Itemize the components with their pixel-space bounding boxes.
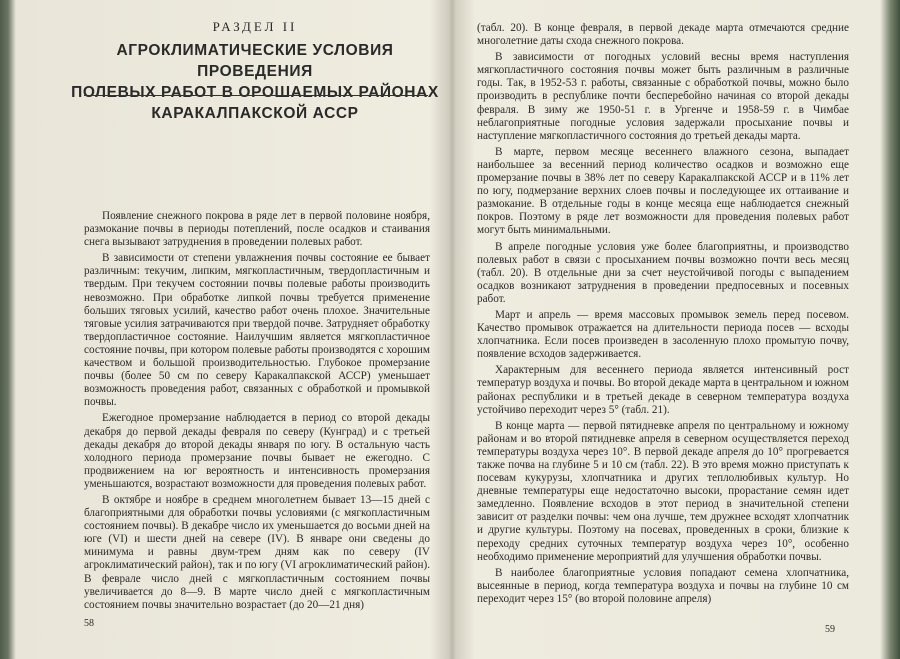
section-label: РАЗДЕЛ II bbox=[212, 19, 298, 34]
paragraph: В зависимости от степени увлажнения почвы состояние ее бывает различным: текучим, липким, мягкопластичным, твердопластичным и твердым. При текучем состоянии почвы полевые работы производить невозможно. При обработке липкой почвы требуется применение больших тяговых усилий, качество работ очень плохое. Значительные тяговые усилия затрачиваются при твердой почве. Затрудняет обработку твердопластичное состояние. Наилучшим является мягкопластичное состояние почвы, при котором полевые работы производятся с хорошим качеством и большой производительностью. Глубокое промерзание почвы (более 50 см по северу Каракалпакской АССР) уменьшает возможность проведения работ, связанных с обработкой и промывкой почвы. bbox=[84, 252, 431, 409]
paragraph: Характерным для весеннего периода является интенсивный рост температур воздуха и почвы. Во второй декаде марта в центральном и южном районах республики и в третьей декаде в северном температура воздуха устойчиво переходит через 5° (табл. 21). bbox=[477, 364, 849, 416]
right-body-text bbox=[477, 22, 849, 609]
paragraph: Март и апрель — время массовых промывок земель перед посевом. Качество промывок отражается на длительности периода посев — всходы хлопчатника. Если посев произведен в засоленную плохо промытую почву, появление всходов задерживается. bbox=[477, 308, 849, 361]
page-number: 58 bbox=[84, 618, 94, 629]
chapter-title-line: ПОЛЕВЫХ РАБОТ В ОРОШАЕМЫХ РАЙОНАХ bbox=[71, 84, 439, 101]
page-number: 59 bbox=[825, 624, 835, 635]
paragraph: В конце марта — первой пятидневке апреля по центральному и южному районам и во второй пятидневке апреля в северном осуществляется переход температуры воздуха через 10°. В первой декаде апреля до 10° прогревается также почва на глубине 5 и 10 см (табл. 22). В это время можно приступать к посевам кукурузы, хлопчатника и других теплолюбивых культур. Но дневные температуры еще недостаточно высоки, прорастание семян идет замедленно. Появление всходов в этот период в значительной степени зависит от разделки почвы: чем она лучше, тем дружнее всходят хлопчатник и другие культуры. Поэтому на посевах, проведенных в сроки, близкие к переходу средних суточных температур воздуха через 10°, особенно необходимо применение мероприятий для улучшения обработки почвы. bbox=[477, 419, 849, 563]
paragraph: Появление снежного покрова в ряде лет в первой половине ноября, размокание почвы в периоды потеплений, после осадков и стаивания снега вызывают затруднения в проведении полевых работ. bbox=[84, 210, 430, 249]
title-rule bbox=[84, 95, 428, 96]
paragraph: В октябре и ноябре в среднем многолетнем бывает 13—15 дней с благоприятными для обработки почвы условиями (с мягкопластичным состоянием почвы). В декабре число их уменьшается до восьми дней на юге (VI) и шести дней на севере (IV). В январе они сведены до минимума и равны двум-трем дням как по северу (IV агроклиматический район), так и по югу (VI агроклиматический район). В феврале число дней с мягкопластичным состоянием почвы увеличивается до 8—9. В марте число дней с мягкопластичным состоянием почвы значительно возрастает (до 20—21 дня) bbox=[84, 493, 430, 611]
paragraph: В апреле погодные условия уже более благоприятны, и производство полевых работ в связи с просыханием почвы возможно почти весь месяц (табл. 20). В отдельные дни за счет неустойчивой погоды с выпадением осадков возникают затруднения в проведении предпосевных и посевных работ. bbox=[477, 240, 849, 305]
paragraph: В наиболее благоприятные условия попадают семена хлопчатника, высеянные в период, когда температура воздуха и почвы на глубине 10 см переходит через 15° (во второй половине апреля) bbox=[477, 566, 849, 605]
paragraph: (табл. 20). В конце февраля, в первой декаде марта отмечаются средние многолетние даты схода снежного покрова. bbox=[477, 22, 849, 48]
chapter-title bbox=[62, 40, 448, 124]
paragraph: В марте, первом месяце весеннего влажного сезона, выпадает наибольшее за весенний период количество осадков и возможно еще промерзание почвы в 38% лет по северу Каракалпакской АССР и в 11% лет по югу, подмерзание верхних слоев почвы и последующее их оттаивание и размокание. В отдельные годы в конце месяца еще наблюдается снежный покров. Поэтому в ряде лет возможности для проведения полевых работ могут быть минимальными. bbox=[477, 145, 849, 237]
chapter-title-line: КАРАКАЛПАКСКОЙ АССР bbox=[151, 105, 359, 122]
left-page bbox=[62, 0, 448, 659]
paragraph: В зависимости от погодных условий весны время наступления мягкопластичного состояния почвы может быть различным в различные годы. Так, в 1952-53 г. работы, связанные с обработкой почвы, можно было производить в республике почти бесперебойно начиная со второй декады февраля. В зиму же 1950-51 г. в Ургенче и 1958-59 г. в Чимбае неблагоприятные погодные условия задержали просыхание почвы и наступление мягкопластичного состояния до третьей декады марта. bbox=[477, 51, 849, 142]
chapter-title-line: АГРОКЛИМАТИЧЕСКИЕ УСЛОВИЯ ПРОВЕДЕНИЯ bbox=[116, 42, 394, 80]
left-body-text bbox=[84, 210, 430, 615]
paragraph: Ежегодное промерзание наблюдается в период со второй декады декабря до первой декады февраля по северу (Кунград) и с третьей декады декабря до второй декады января по югу. В остальную часть холодного периода промерзание почвы бывает не ежегодно. С продвижением на юг вероятность и интенсивность промерзания уменьшаются, возрастают возможности для проведения полевых работ. bbox=[84, 412, 430, 490]
right-page bbox=[473, 0, 863, 659]
